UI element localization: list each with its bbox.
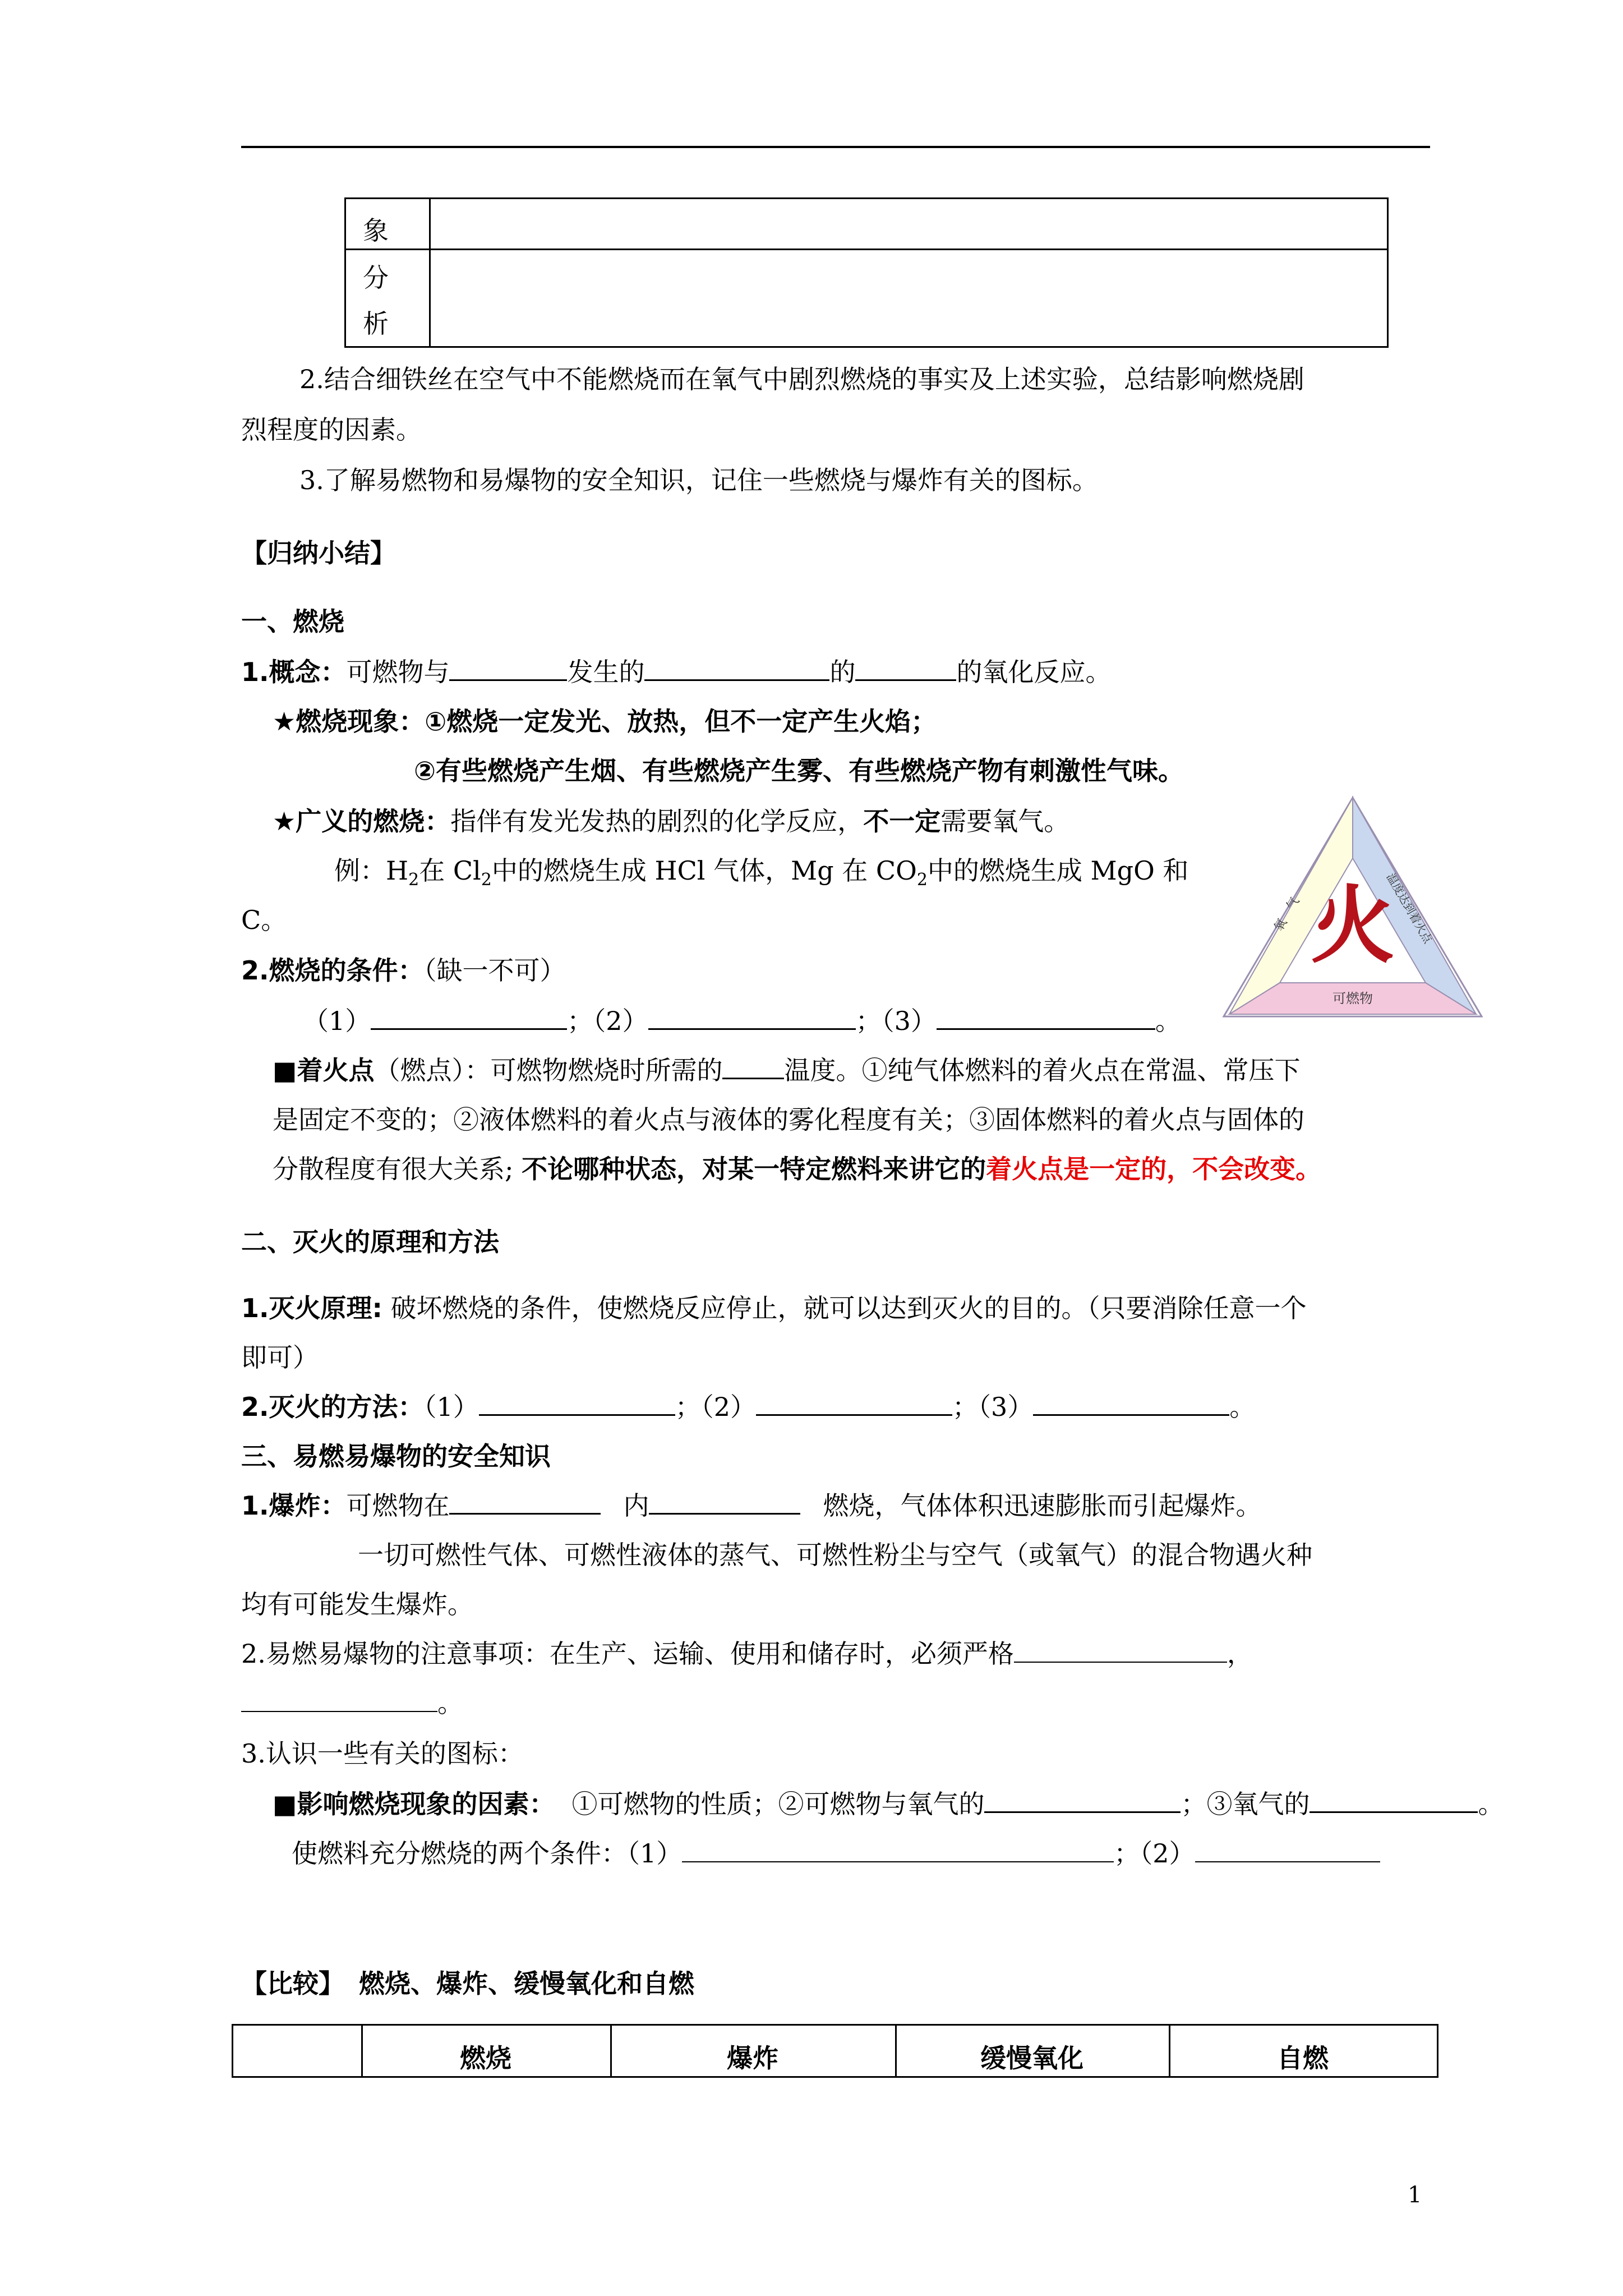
- fill-blank[interactable]: [449, 1488, 601, 1515]
- full-burn-text: ；（2）: [1114, 1838, 1195, 1869]
- broad-label: ★广义的燃烧：: [273, 806, 451, 836]
- ignition-emphasis: 不论哪种状态，对某一特定燃料来讲它的: [522, 1154, 986, 1184]
- fill-blank[interactable]: [371, 1004, 567, 1030]
- broad-combustion-line: [273, 801, 1069, 838]
- ignition-highlight: 着火点是一定的，不会改变。: [986, 1154, 1322, 1184]
- fill-blank[interactable]: [937, 1004, 1155, 1030]
- principle-label: 1.灭火原理:: [241, 1293, 382, 1323]
- factors-label: ■影响燃烧现象的因素：: [273, 1789, 555, 1819]
- blank-number: ；（2）: [675, 1392, 757, 1422]
- subscript: 2: [481, 870, 492, 890]
- phenomenon-text: ①燃烧一定发光、放热，但不一定产生火焰；: [425, 706, 937, 737]
- factors-text: ；③氧气的: [1181, 1789, 1310, 1819]
- header-cell-slow-oxidation: 缓慢氧化: [980, 2043, 1083, 2073]
- notice-text: 2.易燃易爆物的注意事项：在生产、运输、使用和储存时，必须严格: [241, 1639, 1014, 1669]
- ignition-text: 分散程度有很大关系;: [273, 1154, 522, 1184]
- header-cell-combustion: 燃烧: [460, 2043, 511, 2073]
- factors-line: [273, 1784, 1504, 1821]
- broad-text: 需要氧气。: [940, 806, 1070, 836]
- explosion-label: 1.爆炸：: [241, 1490, 347, 1521]
- compare-text: 燃烧、爆炸、缓慢氧化和自燃: [359, 1968, 694, 1999]
- page-number: 1: [1408, 2182, 1422, 2208]
- explosion-text: 内: [623, 1490, 649, 1521]
- punctuation: 。: [1229, 1392, 1256, 1422]
- fill-blank[interactable]: [1310, 1787, 1478, 1813]
- blank-number: （1）: [303, 1006, 371, 1036]
- ignition-label: ■着火点: [273, 1055, 375, 1085]
- observation-table: [344, 197, 1389, 348]
- blank-number: ；（3）: [855, 1006, 937, 1036]
- phenomenon-line1: [273, 701, 937, 738]
- example-text: 在 Cl: [419, 855, 481, 886]
- condition-heading: [241, 950, 565, 987]
- punctuation: 。: [1478, 1789, 1504, 1819]
- condition-blanks: [303, 1001, 1181, 1038]
- fill-blank[interactable]: [722, 1053, 784, 1079]
- fill-blank[interactable]: [1195, 1837, 1380, 1862]
- intro-item-2-line1: 2.结合细铁丝在空气中不能燃烧而在氧气中剧烈燃烧的事实及上述实验，总结影响燃烧剧: [299, 364, 1304, 394]
- row-label-analysis-2: 析: [363, 309, 389, 339]
- table-divider: [429, 199, 431, 346]
- intro-item-2-line2: 烈程度的因素。: [241, 415, 422, 445]
- fill-blank[interactable]: [649, 1488, 800, 1515]
- subscript: 2: [916, 870, 928, 890]
- section-title-extinguish: 二、灭火的原理和方法: [241, 1227, 499, 1257]
- example-line2: C。: [241, 905, 287, 935]
- concept-text: 可燃物与: [346, 657, 450, 687]
- fuel-label: 可燃物: [1332, 991, 1373, 1006]
- header-cell-spontaneous: 自燃: [1277, 2043, 1329, 2073]
- temperature-label: 温度达到着火点: [1384, 871, 1435, 946]
- fire-triangle-figure: [1218, 792, 1487, 1027]
- fill-blank[interactable]: [449, 655, 567, 681]
- explosion-text: 燃烧，气体体积迅速膨胀而引起爆炸。: [823, 1490, 1262, 1521]
- method-line: [241, 1387, 1255, 1424]
- phenomenon-label: ★燃烧现象：: [273, 706, 425, 737]
- blank-number: ；（2）: [567, 1006, 648, 1036]
- section-title-safety: 三、易燃易爆物的安全知识: [241, 1441, 551, 1471]
- ignition-line1: [273, 1050, 1300, 1087]
- ignition-line2: 是固定不变的；②液体燃料的着火点与液体的雾化程度有关；③固体燃料的着火点与固体的: [273, 1105, 1304, 1135]
- condition-label: 2.燃烧的条件：: [241, 955, 424, 986]
- row-label-phenomenon: 象: [363, 215, 389, 246]
- notice-line2: [241, 1683, 463, 1720]
- fill-blank[interactable]: [648, 1004, 856, 1030]
- fill-blank[interactable]: [855, 655, 956, 681]
- example-text: 中的燃烧生成 MgO 和: [927, 855, 1189, 886]
- concept-text: 发生的: [567, 657, 645, 687]
- fill-blank[interactable]: [1014, 1637, 1227, 1663]
- row-label-analysis-1: 分: [363, 263, 389, 293]
- fill-blank[interactable]: [241, 1686, 437, 1712]
- compare-title: [241, 1963, 694, 2000]
- fill-blank[interactable]: [682, 1837, 1114, 1862]
- example-line: [334, 850, 1188, 890]
- header-cell-explosion: 爆炸: [727, 2043, 778, 2073]
- explosion-note-line1: 一切可燃性气体、可燃性液体的蒸气、可燃性粉尘与空气（或氧气）的混合物遇火种: [358, 1540, 1312, 1570]
- section-title-combustion: 一、燃烧: [241, 606, 344, 637]
- method-label: 2.灭火的方法：: [241, 1392, 424, 1422]
- explosion-line: [241, 1485, 1261, 1522]
- ignition-text: （燃点）：可燃物燃烧时所需的: [374, 1055, 723, 1085]
- broad-emphasis: 不一定: [863, 806, 941, 836]
- notice-line: [241, 1634, 1253, 1671]
- table-divider: [346, 249, 1387, 250]
- example-text: 中的燃烧生成 HCl 气体，Mg 在 CO: [491, 855, 917, 886]
- example-text: 例：H: [334, 855, 409, 886]
- concept-label: 1.概念：: [241, 657, 347, 687]
- fill-blank[interactable]: [756, 1389, 952, 1416]
- fill-blank[interactable]: [644, 655, 829, 681]
- broad-text: 指伴有发光发热的剧烈的化学反应，: [450, 806, 864, 836]
- fill-blank[interactable]: [1033, 1389, 1229, 1416]
- header-rule: [241, 146, 1430, 148]
- punctuation: 。: [437, 1688, 463, 1718]
- icons-line: 3.认识一些有关的图标：: [241, 1738, 524, 1769]
- concept-line: [241, 652, 1111, 689]
- comparison-table: [232, 2024, 1438, 2078]
- subscript: 2: [408, 870, 419, 890]
- explosion-text: 可燃物在: [346, 1490, 450, 1521]
- factors-text: ①可燃物的性质；②可燃物与氧气的: [571, 1789, 985, 1819]
- oxygen-label: 氧 气: [1271, 895, 1303, 934]
- punctuation: ，: [1227, 1639, 1253, 1669]
- intro-item-3: 3.了解易燃物和易爆物的安全知识，记住一些燃烧与爆炸有关的图标。: [299, 465, 1098, 495]
- concept-text: 的氧化反应。: [956, 657, 1112, 687]
- explosion-note-line2: 均有可能发生爆炸。: [241, 1589, 473, 1619]
- condition-note: （缺一不可）: [423, 955, 566, 986]
- full-burn-text: 使燃料充分燃烧的两个条件：（1）: [292, 1838, 683, 1869]
- phenomenon-line2: ②有些燃烧产生烟、有些燃烧产生雾、有些燃烧产物有刺激性气味。: [414, 756, 1184, 786]
- punctuation: 。: [1155, 1006, 1181, 1036]
- full-burn-line: [292, 1833, 1380, 1870]
- principle-text: 破坏燃烧的条件，使燃烧反应停止，就可以达到灭火的目的。（只要消除任意一个: [382, 1293, 1307, 1323]
- blank-number: ；（3）: [952, 1392, 1034, 1422]
- summary-heading: 【归纳小结】: [241, 538, 396, 568]
- compare-tag: 【比较】: [241, 1968, 344, 1999]
- principle-line1: [241, 1288, 1307, 1325]
- ignition-line3: [273, 1149, 1321, 1186]
- principle-line2: 即可）: [241, 1342, 319, 1373]
- fire-glyph: 火: [1310, 876, 1395, 975]
- blank-number: （1）: [423, 1392, 479, 1422]
- concept-text: 的: [829, 657, 856, 687]
- fill-blank[interactable]: [984, 1787, 1181, 1813]
- fill-blank[interactable]: [479, 1389, 675, 1416]
- ignition-text: 温度。①纯气体燃料的着火点在常温、常压下: [784, 1055, 1301, 1085]
